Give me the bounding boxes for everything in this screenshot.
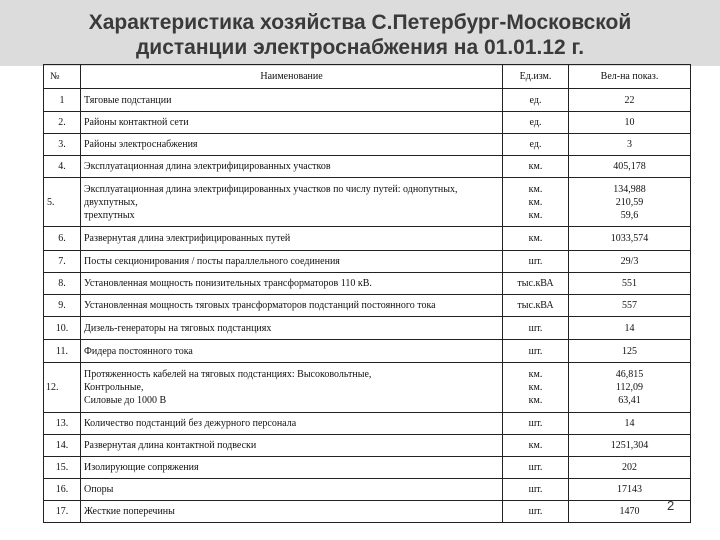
row-value: 1470 (569, 501, 691, 523)
table-row (44, 363, 691, 413)
row-number: 4. (44, 156, 81, 178)
row-unit: шт. (503, 251, 569, 273)
row-value: 405,178 (569, 156, 691, 178)
table-row (44, 273, 691, 295)
row-value: 3 (569, 134, 691, 156)
row-unit: км. км. км. (503, 178, 569, 227)
row-name: Районы электроснабжения (81, 134, 503, 156)
row-unit: ед. (503, 89, 569, 112)
row-name: Установленная мощность тяговых трансформаторов подстанций постоянного тока (81, 295, 503, 317)
row-value: 10 (569, 112, 691, 134)
row-number: 17. (44, 501, 81, 523)
row-number: 16. (44, 479, 81, 501)
table-row (44, 89, 691, 112)
row-number: 1 (44, 89, 81, 112)
table-header-row (44, 65, 691, 89)
row-number: 11. (44, 340, 81, 363)
row-unit: шт. (503, 340, 569, 363)
row-number: 3. (44, 134, 81, 156)
table-row (44, 317, 691, 340)
characteristics-table (43, 64, 691, 523)
table-row (44, 435, 691, 457)
row-unit: км. км. км. (503, 363, 569, 413)
row-value: 14 (569, 413, 691, 435)
row-number: 5. (44, 178, 81, 227)
row-number: 10. (44, 317, 81, 340)
table-row (44, 156, 691, 178)
row-unit: км. (503, 156, 569, 178)
row-unit: шт. (503, 457, 569, 479)
table-row (44, 501, 691, 523)
row-value: 29/3 (569, 251, 691, 273)
row-name: Посты секционирования / посты параллельного соединения (81, 251, 503, 273)
table-row (44, 251, 691, 273)
row-name: Эксплуатационная длина электрифицированных участков по числу путей: однопутных, двухпутных, трехпутных (81, 178, 503, 227)
row-name: Фидера постоянного тока (81, 340, 503, 363)
table-row (44, 178, 691, 227)
table-row (44, 134, 691, 156)
table-row (44, 295, 691, 317)
row-name: Тяговые подстанции (81, 89, 503, 112)
row-value: 551 (569, 273, 691, 295)
row-number: 6. (44, 227, 81, 251)
row-number: 13. (44, 413, 81, 435)
table-row (44, 457, 691, 479)
row-name: Дизель-генераторы на тяговых подстанциях (81, 317, 503, 340)
row-value: 14 (569, 317, 691, 340)
table-row (44, 479, 691, 501)
row-name: Протяженность кабелей на тяговых подстанциях: Высоковольтные, Контрольные, Силовые до 1000 В (81, 363, 503, 413)
row-value: 134,988 210,59 59,6 (569, 178, 691, 227)
row-value: 22 (569, 89, 691, 112)
row-unit: шт. (503, 413, 569, 435)
row-name: Опоры (81, 479, 503, 501)
row-unit: ед. (503, 112, 569, 134)
slide-title (0, 10, 720, 60)
row-number: 2. (44, 112, 81, 134)
row-value: 46,815 112,09 63,41 (569, 363, 691, 413)
header-value: Вел-на показ. (569, 65, 691, 89)
row-unit: ед. (503, 134, 569, 156)
title-line-1: Характеристика хозяйства С.Петербург-Московской (88, 11, 632, 34)
row-value: 1033,574 (569, 227, 691, 251)
table-row (44, 112, 691, 134)
row-value: 1251,304 (569, 435, 691, 457)
row-name: Районы контактной сети (81, 112, 503, 134)
row-unit: тыс.кВА (503, 295, 569, 317)
row-name: Изолирующие сопряжения (81, 457, 503, 479)
row-number: 14. (44, 435, 81, 457)
row-name: Установленная мощность понизительных трансформаторов 110 кВ. (81, 273, 503, 295)
row-name: Эксплуатационная длина электрифицированных участков (81, 156, 503, 178)
title-line-2: дистанции электроснабжения на 01.01.12 г. (135, 36, 585, 59)
table-row (44, 227, 691, 251)
header-unit: Ед.изм. (503, 65, 569, 89)
row-name: Развернутая длина электрифицированных путей (81, 227, 503, 251)
row-unit: тыс.кВА (503, 273, 569, 295)
header-number: № (44, 65, 81, 89)
row-value: 17143 (569, 479, 691, 501)
row-name: Количество подстанций без дежурного персонала (81, 413, 503, 435)
table-row (44, 340, 691, 363)
page-number: 2 (667, 498, 675, 513)
row-number: 7. (44, 251, 81, 273)
row-number: 15. (44, 457, 81, 479)
row-value: 125 (569, 340, 691, 363)
row-unit: шт. (503, 317, 569, 340)
header-name: Наименование (81, 65, 503, 89)
row-unit: шт. (503, 479, 569, 501)
row-name: Жесткие поперечины (81, 501, 503, 523)
row-unit: км. (503, 435, 569, 457)
row-unit: шт. (503, 501, 569, 523)
row-value: 202 (569, 457, 691, 479)
table-row (44, 413, 691, 435)
row-number: 8. (44, 273, 81, 295)
row-unit: км. (503, 227, 569, 251)
row-number: 12. (44, 363, 81, 413)
row-value: 557 (569, 295, 691, 317)
row-name: Развернутая длина контактной подвески (81, 435, 503, 457)
row-number: 9. (44, 295, 81, 317)
